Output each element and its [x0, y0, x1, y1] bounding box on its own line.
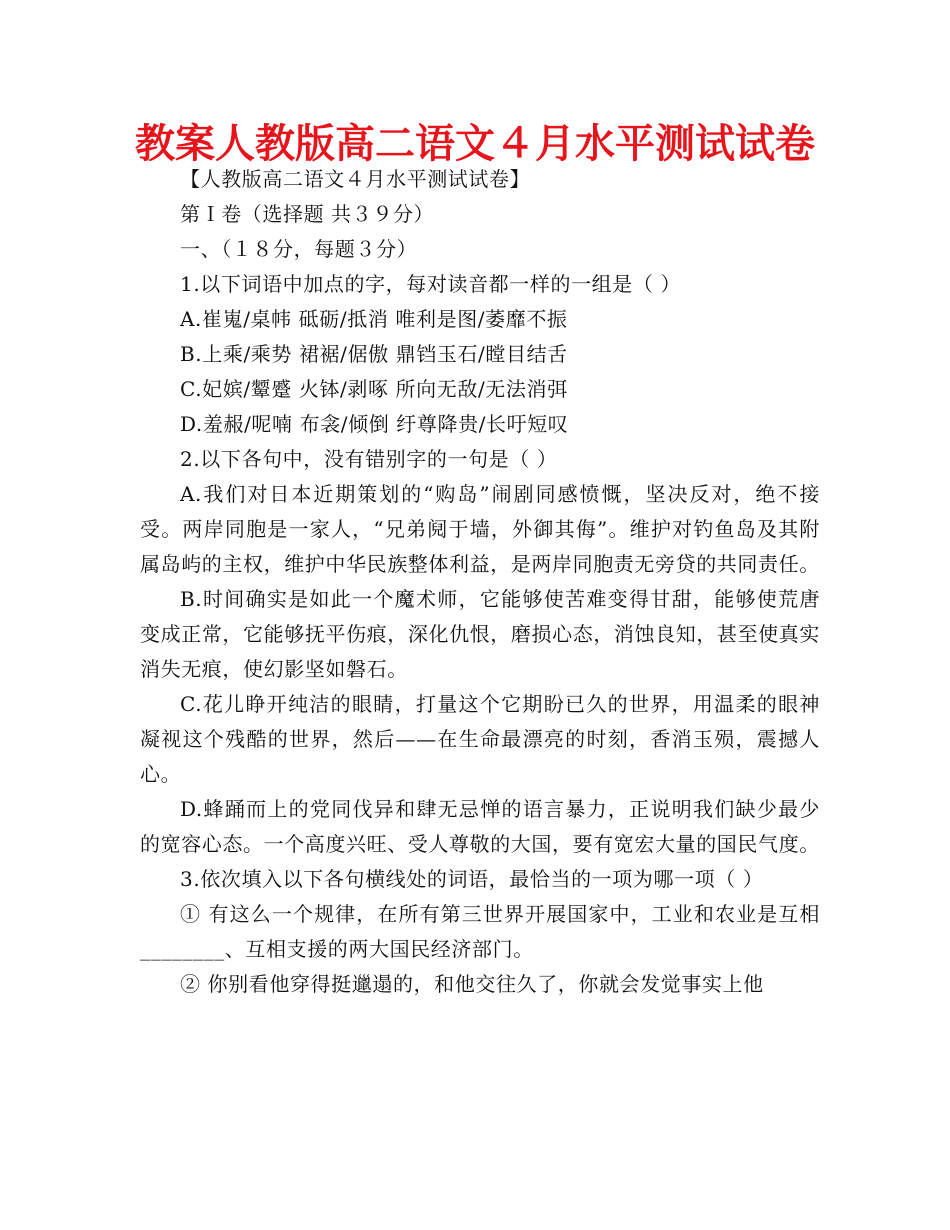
- question-2-option-a: A.我们对日本近期策划的“购岛”闹剧同感愤慨，坚决反对，绝不接受。两岸同胞是一家人，“兄弟阋于墙，外御其侮”。维护对钓鱼岛及其附属岛屿的主权，维护中华民族整体利益，是两岸同胞责无旁贷的共同责任。: [140, 482, 820, 576]
- section-heading: 第Ｉ卷（选择题 共３９分）: [180, 202, 435, 226]
- part-heading: 一、（１８分，每题３分）: [180, 237, 418, 261]
- question-3: 3.依次填入以下各句横线处的词语，最恰当的一项为哪一项（ ）: [180, 867, 764, 891]
- question-1-option-c: C.妃嫔/颦蹙 火钵/剥啄 所向无敌/无法消弭: [180, 377, 568, 401]
- question-1-option-b: B.上乘/乘势 裙裾/倨傲 鼎铛玉石/瞠目结舌: [180, 342, 568, 366]
- question-2-option-d: D.蜂踊而上的党同伐异和肆无忌惮的语言暴力，正说明我们缺少最少的宽容心态。一个高度兴旺、受人尊敬的大国，要有宽宏大量的国民气度。: [140, 797, 820, 856]
- question-1-option-a: A.崔嵬/桌帏 砥砺/抵消 唯利是图/萎靡不振: [180, 307, 568, 331]
- question-2-option-b: B.时间确实是如此一个魔术师，它能够使苦难变得甘甜，能够使荒唐变成正常，它能够抚平伤痕，深化仇恨，磨损心态，消蚀良知，甚至使真实消失无痕，使幻影坚如磐石。: [140, 587, 820, 681]
- document-body: [140, 162, 820, 1002]
- question-2: 2.以下各句中，没有错别字的一句是（ ）: [180, 447, 558, 471]
- question-3-sentence-2: ② 你别看他穿得挺邋遢的，和他交往久了，你就会发觉事实上他: [180, 972, 764, 996]
- question-1: 1.以下词语中加点的字，每对读音都一样的一组是（ ）: [180, 272, 682, 296]
- subtitle-line: 【人教版高二语文４月水平测试试卷】: [180, 167, 531, 191]
- document-title: 教案人教版高二语文４月水平测试试卷: [135, 121, 815, 167]
- question-2-option-c: C.花儿睁开纯洁的眼睛，打量这个它期盼已久的世界，用温柔的眼神凝视这个残酷的世界，然后——在生命最漂亮的时刻，香消玉殒，震撼人心。: [140, 692, 820, 786]
- question-3-sentence-1: ① 有这么一个规律，在所有第三世界开展国家中，工业和农业是互相________、互相支援的两大国民经济部门。: [140, 902, 820, 961]
- question-1-option-d: D.羞赧/呢喃 布衾/倾倒 纡尊降贵/长吁短叹: [180, 412, 569, 436]
